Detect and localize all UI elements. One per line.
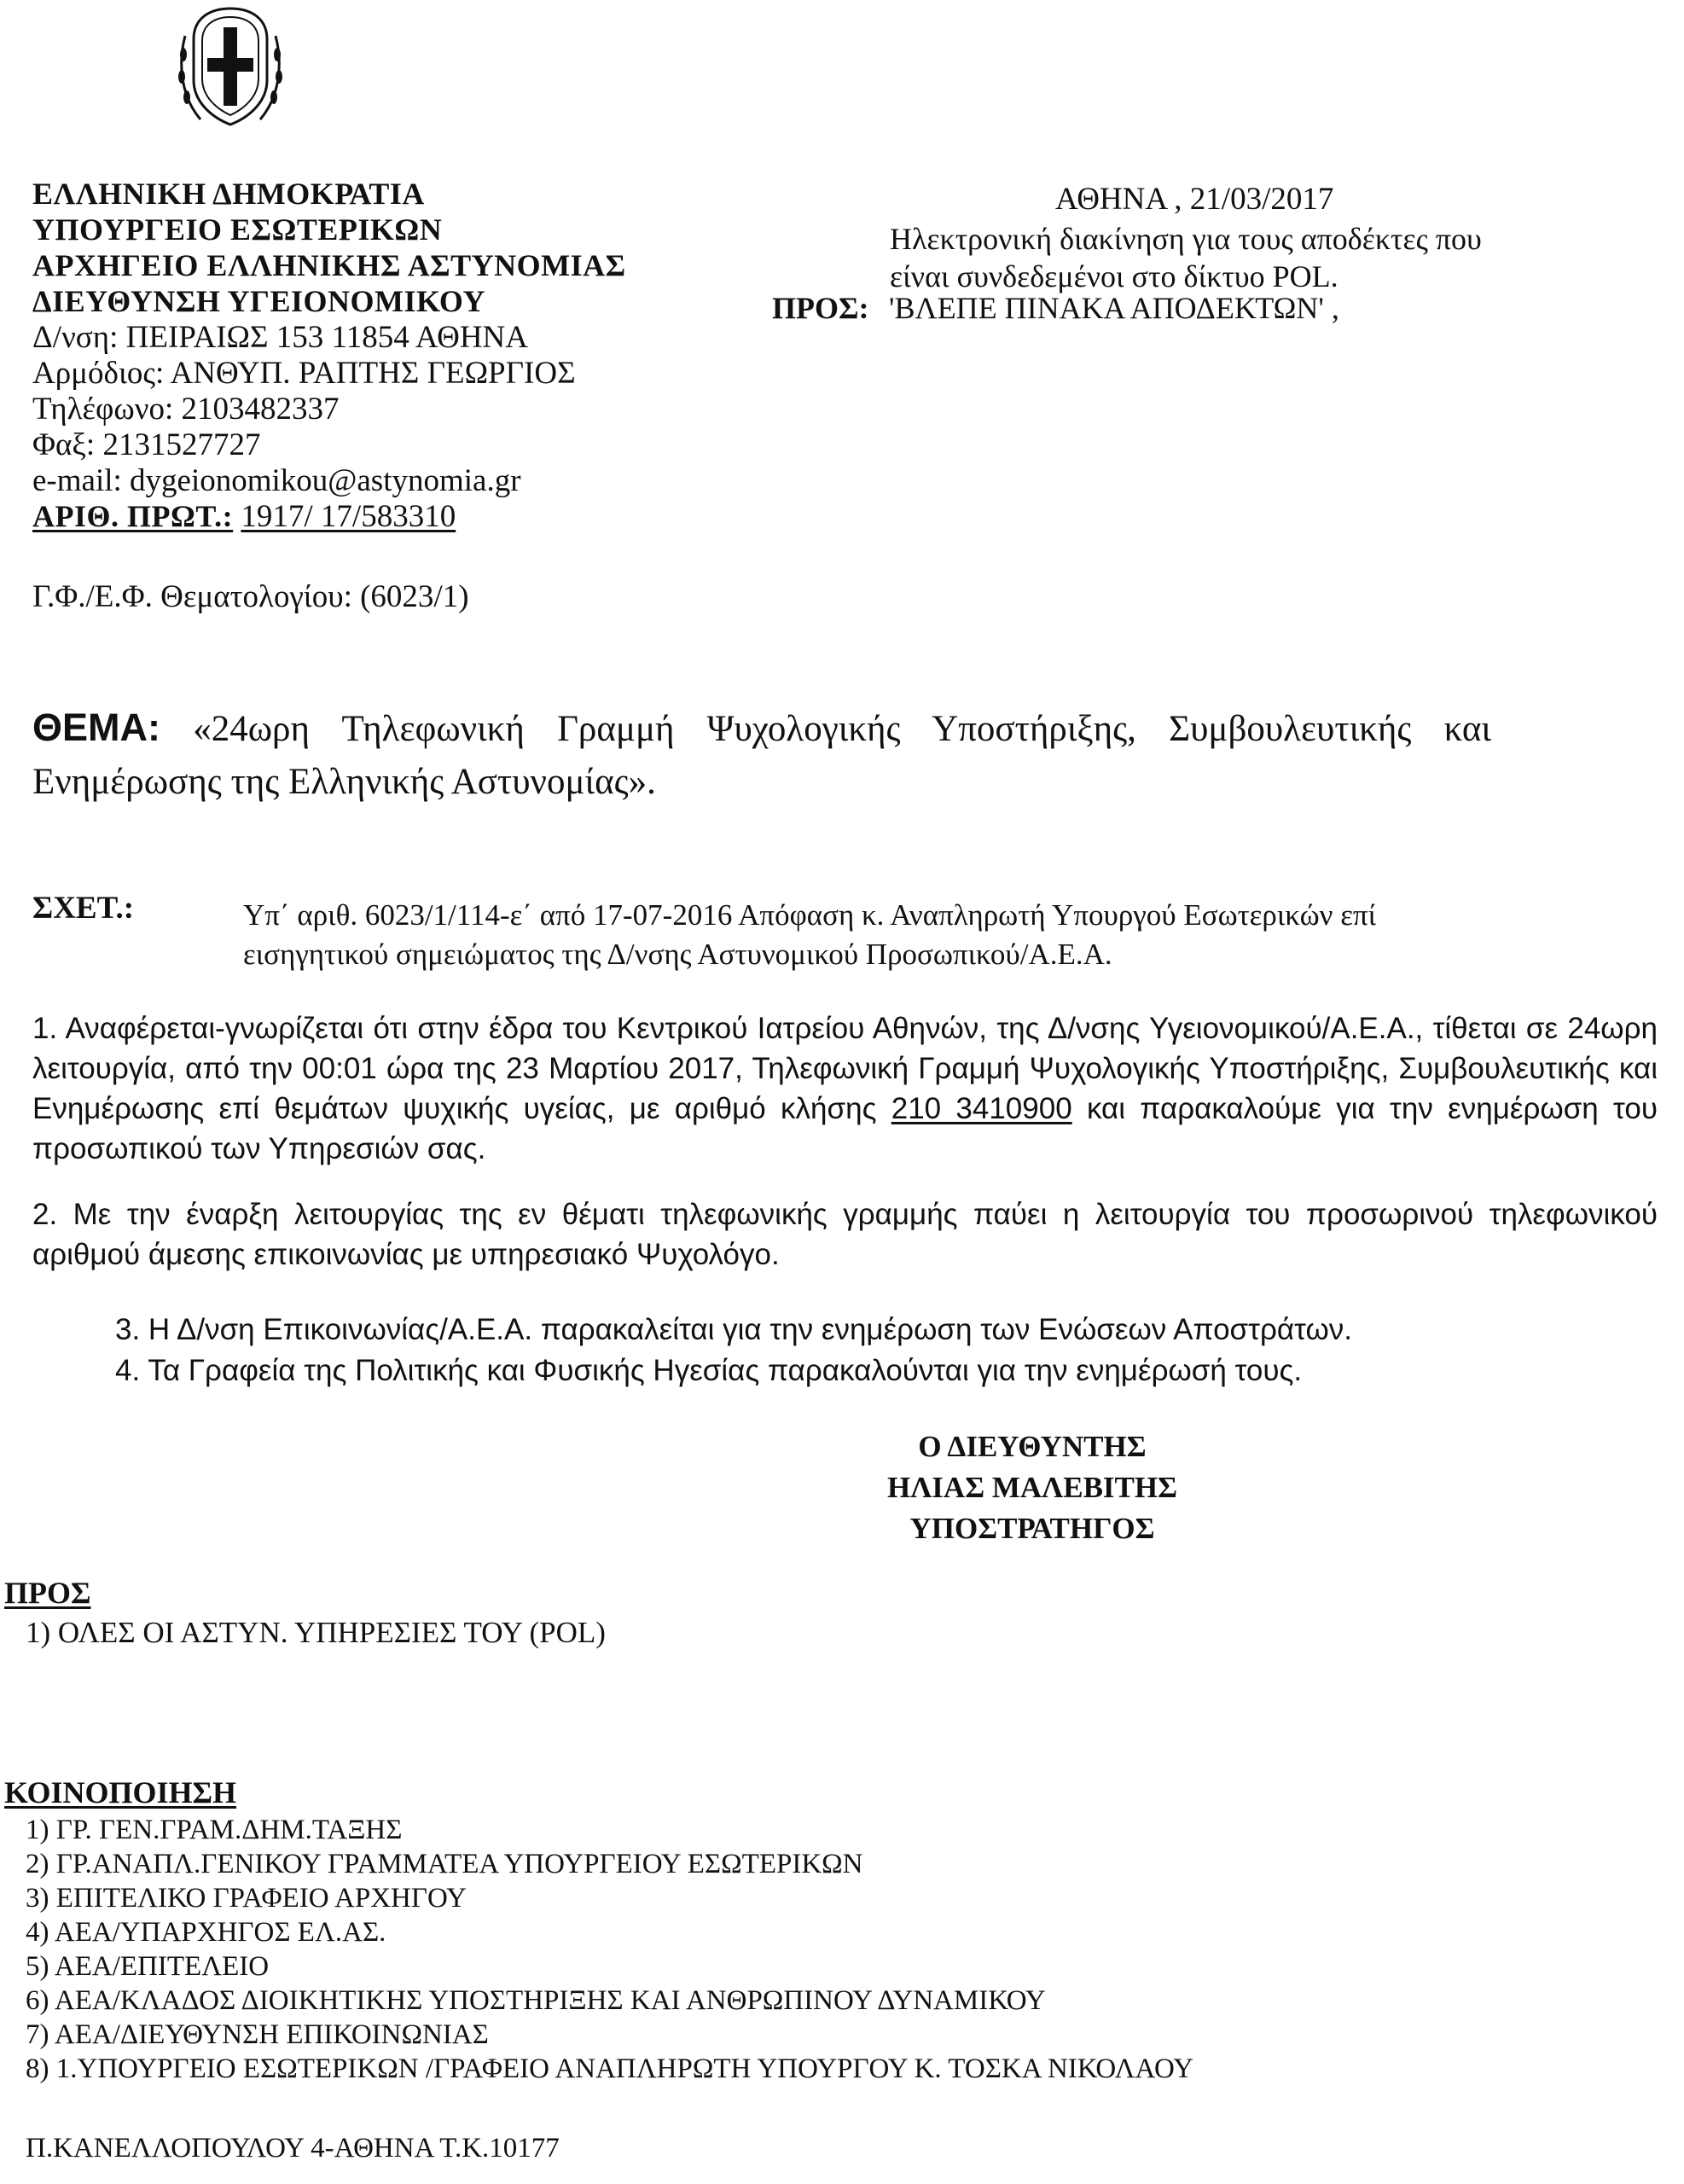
subject	[32, 701, 1491, 809]
signatory-title: Ο ΔΙΕΥΘΥΝΤΗΣ	[918, 1430, 1147, 1463]
paragraph-2: 2. Με την έναρξη λειτουργίας της εν θέματι τηλεφωνικής γραμμής παύει η λειτουργία του προσωρινού τηλεφωνικού αριθμού άμεσης επικοινωνίας με υπηρεσιακό Ψυχολόγο.	[32, 1198, 1658, 1271]
sender-email: dygeionomikou@astynomia.gr	[130, 463, 521, 498]
list-item: 2) ΓΡ.ΑΝΑΠΛ.ΓΕΝΙΚΟΥ ΓΡΑΜΜΑΤΕΑ ΥΠΟΥΡΓΕΙΟΥ ΕΣΩΤΕΡΙΚΩΝ	[26, 1849, 863, 1879]
sender-phone: Τηλέφωνο: 2103482337	[32, 392, 340, 427]
list-item: 1) ΓΡ. ΓΕΝ.ΓΡΑΜ.ΔΗΜ.ΤΑΞΗΣ	[26, 1815, 403, 1845]
list-item: 4) ΑΕΑ/ΥΠΑΡΧΗΓΟΣ ΕΛ.ΑΣ.	[26, 1917, 386, 1948]
protocol-label: ΑΡΙΘ. ΠΡΩΤ.:	[32, 499, 234, 533]
signature-block	[819, 1426, 1246, 1549]
file-reference: Γ.Φ./Ε.Φ. Θεματολογίου: (6023/1)	[32, 579, 469, 614]
paragraph-1-start: 1. Αναφέρεται-γνωρίζεται ότι στην έδρα του Κεντρικού Ιατρείου Αθηνών, της Δ/νσης Υγειονομικού/Α.Ε.Α., τίθεται σε 24ωρη λειτουργία, από την 00:01 ώρα της 23 Μαρτίου 2017, Τηλεφωνική Γραμμή Ψυχολογικής Υποστήριξης, Συμβουλευτικής και Ενημέρωσης επί θεμάτων ψυχικής υγείας, με αριθμό κλήσης	[32, 1012, 1658, 1125]
sender-header	[32, 177, 626, 536]
list-item: 3) ΕΠΙΤΕΛΙΚΟ ΓΡΑΦΕΙΟ ΑΡΧΗΓΟΥ	[26, 1883, 467, 1914]
list-item: 6) ΑΕΑ/ΚΛΑΔΟΣ ΔΙΟΙΚΗΤΙΚΗΣ ΥΠΟΣΤΗΡΙΞΗΣ ΚΑΙ ΑΝΘΡΩΠΙΝΟΥ ΔΥΝΑΜΙΚΟΥ	[26, 1985, 1046, 2016]
to-value: 'ΒΛΕΠΕ ΠΙΝΑΚΑ ΑΠΟΔΕΚΤΩΝ' ,	[889, 291, 1339, 325]
responsible-officer: Αρμόδιος: ΑΝΘΥΠ. ΡΑΠΤΗΣ ΓΕΩΡΓΙΟΣ	[32, 356, 576, 391]
list-item: 7) ΑΕΑ/ΔΙΕΥΘΥΝΣΗ ΕΠΙΚΟΙΝΩΝΙΑΣ	[26, 2019, 489, 2050]
recipient-item: 1) ΟΛΕΣ ΟΙ ΑΣΤΥΝ. ΥΠΗΡΕΣΙΕΣ ΤΟΥ (POL)	[26, 1616, 606, 1649]
notification-list	[26, 1813, 1193, 2086]
paragraph-1-end: και παρακαλούμε για την ενημέρωση του προσωπικού των Υπηρεσιών σας.	[32, 1092, 1658, 1165]
sender-address: Δ/νση: ΠΕΙΡΑΙΩΣ 153 11854 ΑΘΗΝΑ	[32, 320, 528, 355]
recipients-title: ΠΡΟΣ	[4, 1576, 91, 1610]
hotline-number: 210 3410900	[891, 1092, 1072, 1125]
email-label: e-mail:	[32, 463, 122, 498]
paragraph-1	[32, 1008, 1658, 1169]
sender-fax: Φαξ: 2131527727	[32, 427, 261, 462]
list-item: 8) 1.ΥΠΟΥΡΓΕΙΟ ΕΣΩΤΕΡΙΚΩΝ /ΓΡΑΦΕΙΟ ΑΝΑΠΛΗΡΩΤΗ ΥΠΟΥΡΓΟΥ Κ. ΤΟΣΚΑ ΝΙΚΟΛΑΟΥ	[26, 2053, 1194, 2084]
hq-name: ΑΡΧΗΓΕΙΟ ΕΛΛΗΝΙΚΗΣ ΑΣΤΥΝΟΜΙΑΣ	[32, 248, 626, 282]
reference-text: Υπ΄ αριθ. 6023/1/114-ε΄ από 17-07-2016 Απόφαση κ. Αναπληρωτή Υπουργού Εσωτερικών επί εισηγητικού σημειώματος της Δ/νσης Αστυνομικού Προσωπικού/Α.Ε.Α.	[243, 898, 1376, 971]
subject-label: ΘΕΜΑ:	[32, 706, 160, 749]
electronic-distribution-note: Ηλεκτρονική διακίνηση για τους αποδέκτες που είναι συνδεδεμένοι στο δίκτυο POL.	[890, 222, 1482, 293]
paragraph-3: 3. Η Δ/νση Επικοινωνίας/Α.Ε.Α. παρακαλείται για την ενημέρωση των Ενώσεων Αποστράτων.	[115, 1313, 1353, 1346]
signatory-name: ΗΛΙΑΣ ΜΑΛΕΒΙΤΗΣ	[886, 1471, 1177, 1504]
reference-label: ΣΧΕΤ.:	[32, 891, 135, 926]
protocol-number-line	[32, 500, 626, 536]
paragraph-4: 4. Τα Γραφεία της Πολιτικής και Φυσικής Ηγεσίας παρακαλούνται για την ενημέρωσή τους.	[115, 1354, 1303, 1387]
greek-coat-of-arms-icon	[175, 2, 286, 130]
country-name: ΕΛΛΗΝΙΚΗ ΔΗΜΟΚΡΑΤΙΑ	[32, 177, 425, 211]
ministry-name: ΥΠΟΥΡΓΕΙΟ ΕΣΩΤΕΡΙΚΩΝ	[32, 212, 443, 247]
document-date: ΑΘΗΝΑ , 21/03/2017	[1055, 182, 1334, 217]
sender-email-line	[32, 464, 626, 500]
footer-address: Π.ΚΑΝΕΛΛΟΠΟΥΛΟΥ 4-ΑΘΗΝΑ Τ.Κ.10177	[26, 2133, 560, 2164]
signatory-rank: ΥΠΟΣΤΡΑΤΗΓΟΣ	[909, 1512, 1155, 1545]
notification-title: ΚΟΙΝΟΠΟΙΗΣΗ	[4, 1775, 237, 1809]
protocol-number: 1917/ 17/583310	[241, 499, 456, 534]
to-label: ΠΡΟΣ:	[772, 291, 869, 325]
list-item: 5) ΑΕΑ/ΕΠΙΤΕΛΕΙΟ	[26, 1951, 270, 1982]
directorate-name: ΔΙΕΥΘΥΝΣΗ ΥΓΕΙΟΝΟΜΙΚΟΥ	[32, 284, 485, 318]
subject-text: «24ωρη Τηλεφωνική Γραμμή Ψυχολογικής Υποστήριξης, Συμβουλευτικής και Ενημέρωσης της Ελληνικής Αστυνομίας».	[32, 709, 1491, 802]
